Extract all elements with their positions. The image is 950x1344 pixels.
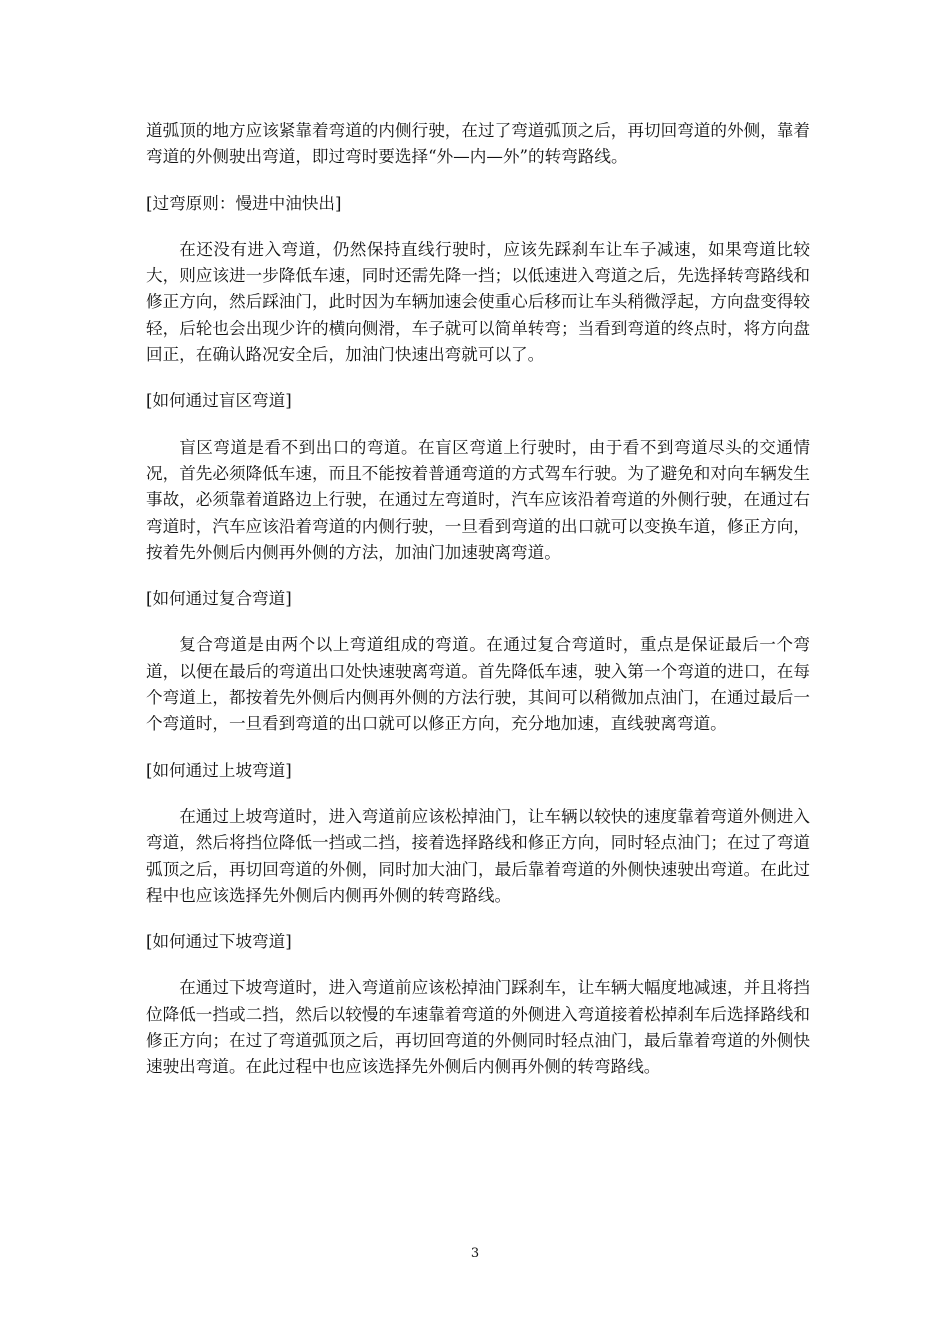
- paragraph-uphill-curve: 在通过上坡弯道时，进入弯道前应该松掉油门，让车辆以较快的速度靠着弯道外侧进入弯道，然后将挡位降低一挡或二挡，接着选择路线和修正方向，同时轻点油门；在过了弯道弧顶之后，再切回弯道的外侧，同时加大油门，最后靠着弯道的外侧快速驶出弯道。在此过程中也应该选择先外侧后内侧再外侧的转弯路线。: [146, 806, 810, 905]
- paragraph-gap: [146, 368, 810, 388]
- paragraph-gap: [146, 955, 810, 975]
- section-heading-uphill-curve: [如何通过上坡弯道]: [146, 760, 292, 780]
- page-number: 3: [470, 1246, 480, 1261]
- paragraph-gap: [146, 612, 810, 632]
- paragraph-downhill-curve: 在通过下坡弯道时，进入弯道前应该松掉油门踩刹车，让车辆大幅度地减速，并且将挡位降低一挡或二挡，然后以较慢的车速靠着弯道的外侧进入弯道接着松掉刹车后选择路线和修正方向；在过了弯道弧顶之后，再切回弯道的外侧同时轻点油门，最后靠着弯道的外侧快速驶出弯道。在此过程中也应该选择先外侧后内侧再外侧的转弯路线。: [146, 978, 810, 1077]
- paragraph-continuation: 道弧顶的地方应该紧靠着弯道的内侧行驶，在过了弯道弧顶之后，再切回弯道的外侧，靠着弯道的外侧驶出弯道，即过弯时要选择“外—内—外”的转弯路线。: [146, 121, 810, 167]
- section-heading-downhill-curve: [如何通过下坡弯道]: [146, 932, 292, 952]
- document-body: [146, 118, 810, 1081]
- section-heading-compound-curve: [如何通过复合弯道]: [146, 589, 292, 609]
- paragraph-gap: [146, 909, 810, 929]
- paragraph-gap: [146, 566, 810, 586]
- paragraph-gap: [146, 171, 810, 191]
- paragraph-gap: [146, 415, 810, 435]
- paragraph-blind-curve: 盲区弯道是看不到出口的弯道。在盲区弯道上行驶时，由于看不到弯道尽头的交通情况，首先必须降低车速，而且不能按着普通弯道的方式驾车行驶。为了避免和对向车辆发生事故，必须靠着道路边上行驶，在通过左弯道时，汽车应该沿着弯道的外侧行驶，在通过右弯道时，汽车应该沿着弯道的内侧行驶，一旦看到弯道的出口就可以变换车道，修正方向，按着先外侧后内侧再外侧的方法，加油门加速驶离弯道。: [146, 437, 810, 562]
- paragraph-gap: [146, 738, 810, 758]
- paragraph-gap: [146, 217, 810, 237]
- paragraph-compound-curve: 复合弯道是由两个以上弯道组成的弯道。在通过复合弯道时，重点是保证最后一个弯道，以便在最后的弯道出口处快速驶离弯道。首先降低车速，驶入第一个弯道的进口，在每个弯道上，都按着先外侧后内侧再外侧的方法行驶，其间可以稍微加点油门，在通过最后一个弯道时，一旦看到弯道的出口就可以修正方向，充分地加速，直线驶离弯道。: [146, 635, 810, 734]
- section-heading-blind-curve: [如何通过盲区弯道]: [146, 391, 292, 411]
- paragraph-turning-principle: 在还没有进入弯道，仍然保持直线行驶时，应该先踩刹车让车子减速，如果弯道比较大，则应该进一步降低车速，同时还需先降一挡；以低速进入弯道之后，先选择转弯路线和修正方向，然后踩油门，此时因为车辆加速会使重心后移而让车头稍微浮起，方向盘变得较轻，后轮也会出现少许的横向侧滑，车子就可以简单转弯；当看到弯道的终点时，将方向盘回正，在确认路况安全后，加油门快速出弯就可以了。: [146, 239, 810, 365]
- section-heading-turning-principle: [过弯原则：慢进中油快出]: [146, 193, 342, 213]
- paragraph-gap: [146, 784, 810, 804]
